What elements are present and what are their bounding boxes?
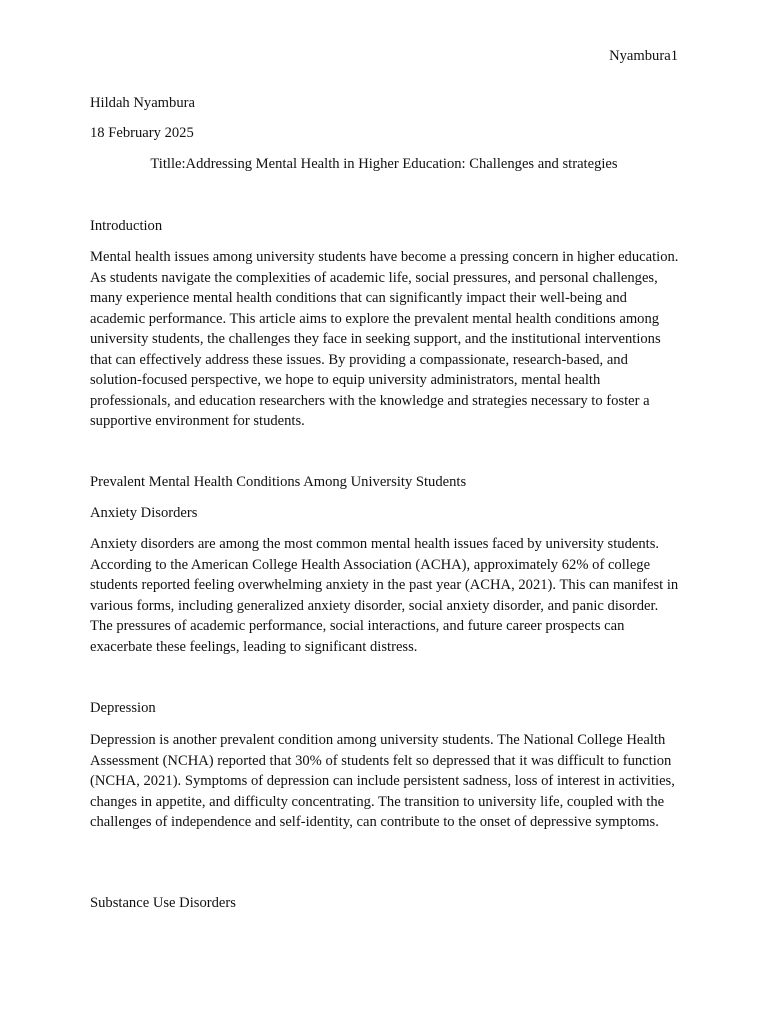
heading-depression: Depression — [90, 700, 156, 716]
heading-anxiety-disorders: Anxiety Disorders — [90, 505, 198, 521]
heading-substance-use: Substance Use Disorders — [90, 895, 236, 911]
document-title: Titlle:Addressing Mental Health in Higher Education: Challenges and strategies — [150, 156, 618, 172]
paragraph-depression: Depression is another prevalent condition among university students. The National College Health Assessment (NCHA) reported that 30% of students felt so depressed that it was difficult to function (NCHA, 2021). Symptoms of depression can include persistent sadness, loss of interest in activities, changes in appetite, and difficulty concentrating. The transition to university life, coupled with the challenges of independence and self-identity, can contribute to the onset of depressive symptoms. — [90, 732, 675, 830]
heading-introduction: Introduction — [90, 218, 163, 234]
heading-prevalent-conditions: Prevalent Mental Health Conditions Among University Students — [90, 474, 467, 490]
running-header: Nyambura1 — [609, 48, 678, 64]
author-name: Hildah Nyambura — [90, 95, 195, 111]
document-date: 18 February 2025 — [90, 125, 194, 141]
paragraph-introduction: Mental health issues among university students have become a pressing concern in higher education. As students navigate the complexities of academic life, social pressures, and personal challenges, many experience mental health conditions that can significantly impact their well-being and academic performance. This article aims to explore the prevalent mental health conditions among university students, the challenges they face in seeking support, and the institutional interventions that can effectively address these issues. By providing a compassionate, research-based, and solution-focused perspective, we hope to equip university administrators, mental health professionals, and education researchers with the knowledge and strategies necessary to foster a supportive environment for students. — [90, 249, 679, 429]
paragraph-anxiety-disorders: Anxiety disorders are among the most common mental health issues faced by university students. According to the American College Health Association (ACHA), approximately 62% of college students reported feeling overwhelming anxiety in the past year (ACHA, 2021). This can manifest in various forms, including generalized anxiety disorder, social anxiety disorder, and panic disorder. The pressures of academic performance, social interactions, and future career prospects can exacerbate these feelings, leading to significant distress. — [90, 536, 679, 655]
